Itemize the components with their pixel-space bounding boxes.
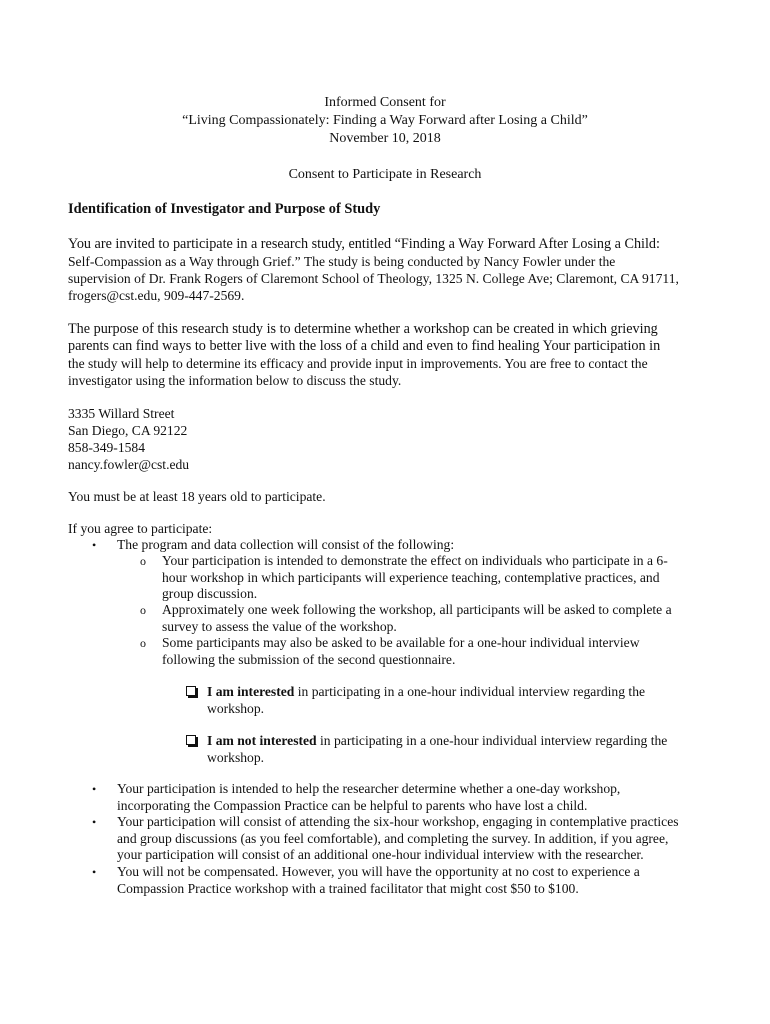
sub-bullet-marker: o — [140, 554, 146, 568]
list-item-sub-2 — [140, 602, 700, 635]
list-item-bullet-2 — [92, 781, 712, 814]
sub-2-line-2: survey to assess the value of the workshop. — [162, 618, 397, 634]
purpose-paragraph — [68, 321, 708, 389]
section-heading: Identification of Investigator and Purpose of Study — [68, 201, 381, 217]
checkbox-icon[interactable] — [186, 735, 196, 745]
checkbox-not-interested-line-1 — [207, 732, 686, 749]
bullet-marker: • — [92, 815, 97, 829]
bullet-marker: • — [92, 865, 97, 879]
intro-paragraph — [68, 236, 708, 304]
bullet-2-line-1: Your participation is intended to help the researcher determine whether a one-day workshop, — [117, 781, 621, 796]
age-requirement: You must be at least 18 years old to participate. — [68, 489, 326, 504]
investigator-address — [68, 405, 189, 473]
bullet-marker: • — [92, 538, 97, 552]
header-date: November 10, 2018 — [329, 131, 441, 146]
address-street: 3335 Willard Street — [68, 406, 175, 421]
intro-line-2: Self-Compassion as a Way through Grief.” The study is being conducted by Nancy Fowler under the — [68, 254, 616, 269]
bullet-3-line-2: and group discussions (as you feel comfortable), and completing the survey. In addition, if you agree, — [117, 830, 669, 846]
checkbox-interested-line-2: workshop. — [207, 701, 265, 716]
bullet-2-line-2: incorporating the Compassion Practice can be helpful to parents who have lost a child. — [117, 797, 588, 813]
checkbox-not-interested-bold: I am not interested — [207, 733, 317, 748]
address-city: San Diego, CA 92122 — [68, 423, 188, 438]
list-item-bullet-3 — [92, 814, 732, 864]
intro-line-4: frogers@cst.edu, 909-447-2569. — [68, 288, 245, 303]
checkbox-icon[interactable] — [186, 686, 196, 696]
purpose-line-4: investigator using the information below to discuss the study. — [68, 373, 402, 388]
agree-intro: If you agree to participate: — [68, 521, 213, 536]
checkbox-not-interested-rest: in participating in a one-hour individual interview regarding the — [316, 733, 668, 748]
header-line-informed-consent: Informed Consent for — [324, 95, 446, 110]
sub-1-line-1: Your participation is intended to demonstrate the effect on individuals who participate in a 6- — [162, 553, 668, 568]
bullet-4-line-1: You will not be compensated. However, you will have the opportunity at no cost to experience a — [117, 864, 640, 879]
bullet-3-line-3: your participation will consist of an additional one-hour individual interview with the researcher. — [117, 847, 644, 862]
sub-3-line-2: following the submission of the second questionnaire. — [162, 651, 456, 667]
address-phone: 858-349-1584 — [68, 440, 146, 455]
document-header — [0, 94, 770, 184]
bullet-marker: • — [92, 782, 97, 796]
purpose-line-2: parents can find ways to better live with the loss of a child and even to find healing Your participation in — [68, 338, 661, 354]
list-item-sub-3 — [140, 635, 700, 668]
intro-line-3: supervision of Dr. Frank Rogers of Claremont School of Theology, 1325 N. College Ave; Claremont, CA 91711, — [68, 271, 679, 286]
checkbox-not-interested-option[interactable] — [186, 732, 686, 766]
sub-3-line-1: Some participants may also be asked to be available for a one-hour individual interview — [162, 635, 640, 650]
header-study-title: “Living Compassionately: Finding a Way Forward after Losing a Child” — [182, 113, 588, 128]
checkbox-not-interested-line-2: workshop. — [207, 750, 265, 765]
sub-bullet-marker: o — [140, 636, 146, 650]
address-email: nancy.fowler@cst.edu — [68, 457, 190, 472]
purpose-line-3: the study will help to determine its efficacy and provide input in improvements. You are free to contact the — [68, 356, 648, 371]
sub-bullet-marker: o — [140, 603, 146, 617]
purpose-line-1: The purpose of this research study is to determine whether a workshop can be created in which grieving — [68, 321, 658, 337]
intro-line-1: You are invited to participate in a research study, entitled “Finding a Way Forward After Losing a Child: — [68, 236, 660, 252]
checkbox-interested-rest: in participating in a one-hour individual interview regarding the — [294, 684, 646, 699]
sub-1-line-2: hour workshop in which participants will experience teaching, contemplative practices, and — [162, 569, 660, 585]
bullet-3-line-1: Your participation will consist of attending the six-hour workshop, engaging in contemplative practices — [117, 814, 679, 829]
checkbox-interested-option[interactable] — [186, 683, 686, 717]
checkbox-interested-line-1 — [207, 683, 686, 700]
header-consent-subtitle: Consent to Participate in Research — [288, 167, 482, 182]
bullet-4-line-2: Compassion Practice workshop with a trained facilitator that might cost $50 to $100. — [117, 880, 579, 896]
list-item-sub-1 — [140, 553, 700, 603]
list-item-bullet-1 — [92, 537, 712, 554]
sub-1-line-3: group discussion. — [162, 586, 258, 601]
sub-2-line-1: Approximately one week following the workshop, all participants will be asked to complete a — [162, 602, 672, 617]
checkbox-interested-bold: I am interested — [207, 684, 295, 699]
bullet-1-text: The program and data collection will consist of the following: — [117, 537, 455, 552]
list-item-bullet-4 — [92, 864, 712, 897]
